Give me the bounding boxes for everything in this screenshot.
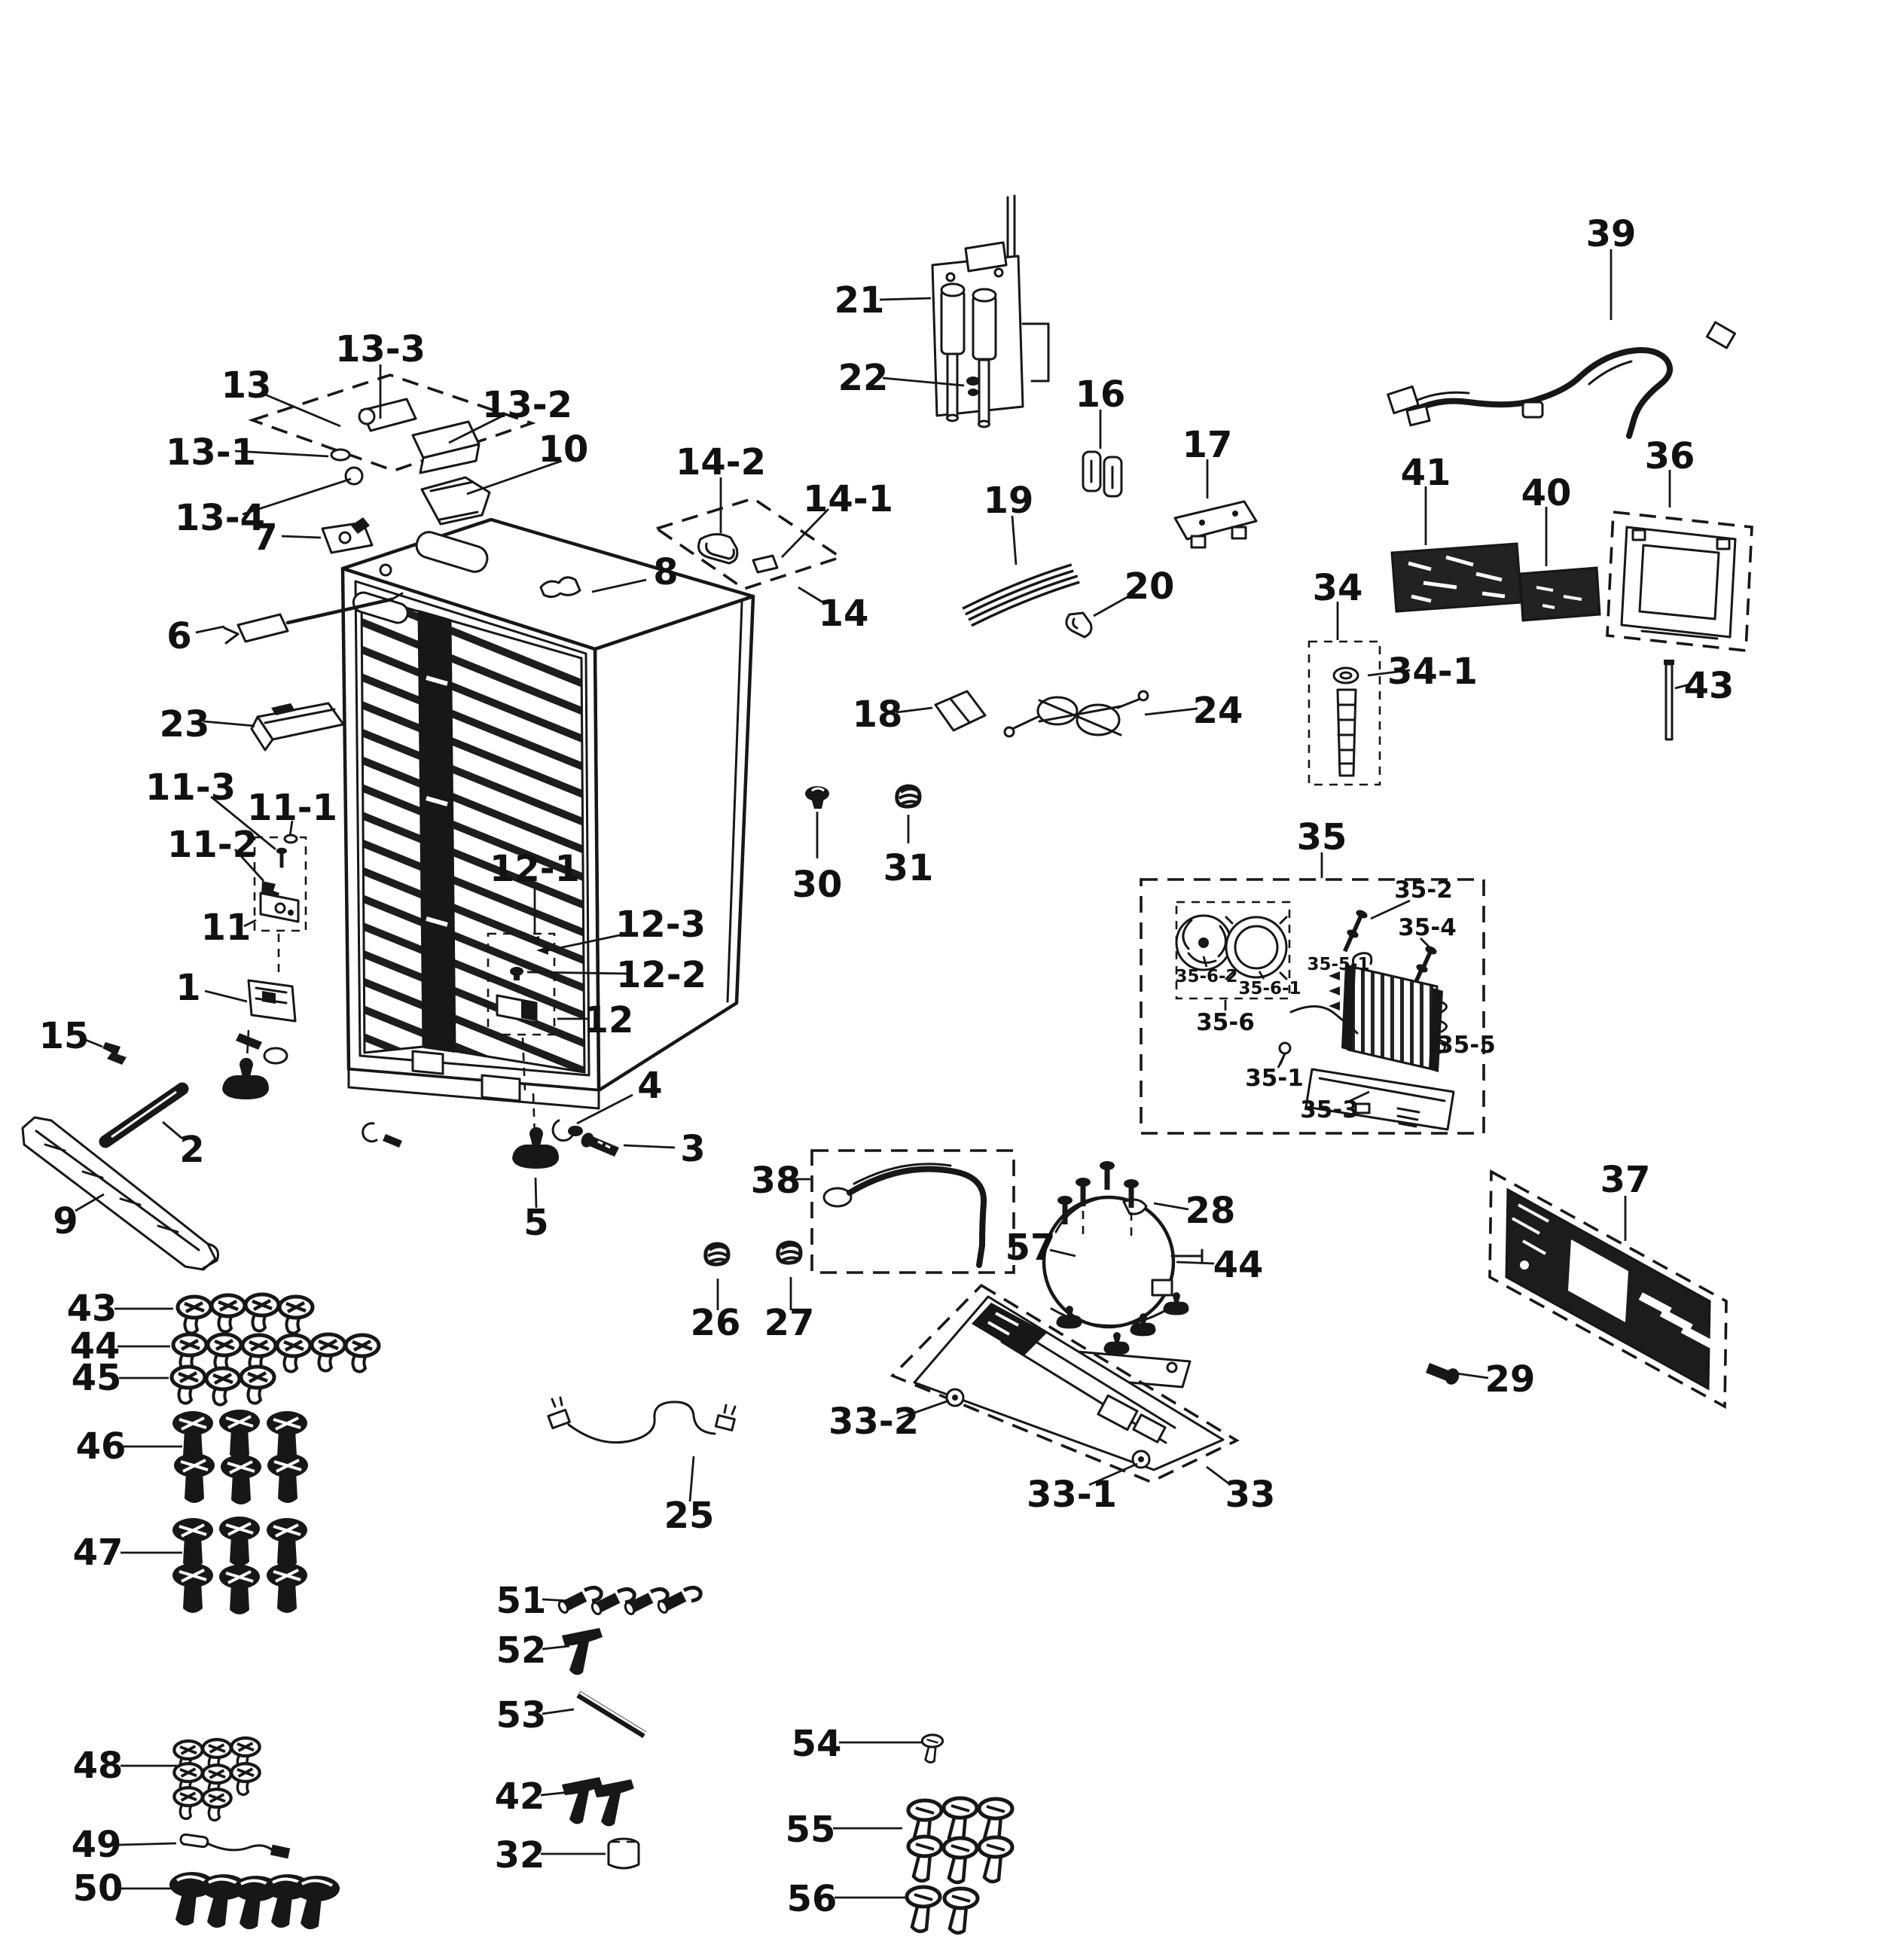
callout-11-3: 11-3 bbox=[145, 767, 236, 809]
callout-57: 57 bbox=[1005, 1227, 1056, 1269]
callout-1: 1 bbox=[175, 967, 201, 1009]
callout-9: 9 bbox=[53, 1200, 78, 1242]
callout-22: 22 bbox=[838, 357, 889, 399]
part-spacer-32 bbox=[609, 1839, 639, 1868]
callout-20: 20 bbox=[1124, 565, 1175, 608]
callout-46: 46 bbox=[75, 1425, 127, 1468]
callout-35-4: 35-4 bbox=[1398, 914, 1457, 941]
callout-35-6: 35-6 bbox=[1196, 1009, 1255, 1036]
callout-12-1: 12-1 bbox=[489, 848, 581, 890]
callout-11-2: 11-2 bbox=[166, 824, 258, 866]
callout-35-1: 35-1 bbox=[1245, 1065, 1304, 1092]
callout-35-5: 35-5 bbox=[1437, 1032, 1496, 1059]
callout-11-1: 11-1 bbox=[246, 787, 338, 829]
part-clamp-16 bbox=[1083, 452, 1121, 496]
part-elbow-20 bbox=[1066, 613, 1091, 637]
fastener-row-45 bbox=[172, 1367, 274, 1405]
fastener-row-51 bbox=[557, 1587, 700, 1615]
callout-17: 17 bbox=[1182, 424, 1233, 466]
callout-23: 23 bbox=[159, 703, 210, 745]
callout-4: 4 bbox=[637, 1065, 663, 1107]
callout-13-1: 13-1 bbox=[165, 431, 257, 474]
fastener-row-56 bbox=[907, 1887, 978, 1933]
callout-35: 35 bbox=[1296, 816, 1347, 858]
callout-35-3: 35-3 bbox=[1300, 1096, 1359, 1123]
callout-33: 33 bbox=[1225, 1474, 1276, 1516]
part-grommet-27 bbox=[778, 1242, 801, 1263]
callout-13-3: 13-3 bbox=[334, 328, 426, 370]
callout-12: 12 bbox=[583, 999, 634, 1041]
callout-40: 40 bbox=[1521, 472, 1572, 514]
fastener-row-48 bbox=[174, 1738, 259, 1820]
callout-43-screws: 43 bbox=[66, 1288, 117, 1330]
callout-24: 24 bbox=[1192, 690, 1243, 732]
callout-38: 38 bbox=[750, 1160, 801, 1202]
callout-48: 48 bbox=[72, 1745, 124, 1787]
callout-36: 36 bbox=[1644, 435, 1695, 477]
callout-44-screws: 44 bbox=[69, 1325, 121, 1367]
part-cover-36 bbox=[1607, 512, 1752, 651]
fastener-row-46 bbox=[172, 1410, 308, 1504]
fastener-row-55 bbox=[908, 1798, 1012, 1882]
part-bracket-17 bbox=[1175, 501, 1256, 547]
callout-30: 30 bbox=[792, 864, 843, 906]
callout-35-2: 35-2 bbox=[1394, 876, 1453, 904]
callout-37: 37 bbox=[1600, 1159, 1651, 1201]
part-defrost-sensor-24 bbox=[1005, 691, 1148, 736]
callout-2: 2 bbox=[179, 1129, 205, 1171]
callout-49: 49 bbox=[71, 1824, 122, 1866]
callout-26: 26 bbox=[690, 1302, 741, 1344]
callout-14-1: 14-1 bbox=[802, 478, 894, 520]
part-pcb-40 bbox=[1520, 568, 1600, 620]
callout-28: 28 bbox=[1185, 1190, 1236, 1232]
callout-7: 7 bbox=[252, 517, 278, 559]
part-water-filter-34 bbox=[1309, 642, 1380, 785]
callout-29: 29 bbox=[1484, 1358, 1536, 1401]
callout-35-6-1: 35-6-1 bbox=[1238, 979, 1301, 998]
callout-12-2: 12-2 bbox=[615, 954, 707, 996]
callout-52: 52 bbox=[496, 1629, 547, 1672]
callout-50: 50 bbox=[72, 1867, 124, 1910]
part-thermal-fuse-49 bbox=[180, 1834, 290, 1859]
callout-35-6-2: 35-6-2 bbox=[1175, 967, 1238, 986]
callout-19: 19 bbox=[983, 480, 1034, 522]
callout-5: 5 bbox=[523, 1202, 549, 1244]
callout-31: 31 bbox=[883, 847, 934, 889]
part-grommet-30 bbox=[805, 786, 829, 809]
callout-21: 21 bbox=[834, 279, 885, 322]
callout-18: 18 bbox=[852, 694, 903, 736]
callout-43-pin: 43 bbox=[1683, 665, 1735, 707]
part-tube-38 bbox=[812, 1151, 1014, 1273]
callout-33-2: 33-2 bbox=[828, 1401, 920, 1443]
callout-13-4: 13-4 bbox=[174, 497, 266, 539]
part-clip-15 bbox=[102, 1042, 127, 1065]
part-latch-1 bbox=[249, 980, 295, 1021]
callout-53: 53 bbox=[496, 1694, 547, 1736]
part-bracket-23 bbox=[252, 703, 343, 750]
callout-11: 11 bbox=[200, 907, 252, 949]
part-fan-blade bbox=[1176, 916, 1231, 970]
part-strip-2 bbox=[105, 1089, 182, 1142]
part-group-11 bbox=[255, 835, 306, 931]
callout-16: 16 bbox=[1075, 373, 1126, 416]
callout-55: 55 bbox=[785, 1809, 836, 1851]
callout-15: 15 bbox=[38, 1015, 90, 1057]
callout-14: 14 bbox=[818, 593, 869, 635]
part-screw-54 bbox=[922, 1735, 942, 1763]
part-cover-18 bbox=[935, 691, 985, 730]
part-wire-25 bbox=[548, 1398, 735, 1443]
callout-12-3: 12-3 bbox=[615, 904, 706, 946]
callout-41: 41 bbox=[1400, 452, 1451, 494]
part-rod-53 bbox=[578, 1693, 646, 1735]
callout-39: 39 bbox=[1585, 213, 1637, 255]
part-grommet-26 bbox=[706, 1244, 728, 1264]
part-hinge-7 bbox=[322, 517, 372, 553]
callout-54: 54 bbox=[791, 1723, 842, 1765]
fastener-row-43 bbox=[178, 1294, 313, 1334]
callout-8: 8 bbox=[653, 551, 679, 593]
callout-32: 32 bbox=[494, 1834, 545, 1876]
fastener-row-47 bbox=[172, 1517, 307, 1614]
part-cabinet bbox=[343, 520, 753, 1108]
callout-labels bbox=[39, 213, 1735, 1920]
callout-42: 42 bbox=[494, 1776, 545, 1818]
callout-47: 47 bbox=[72, 1532, 124, 1574]
fastener-row-44 bbox=[173, 1334, 379, 1372]
callout-14-2: 14-2 bbox=[675, 441, 767, 483]
callout-35-5-1: 35-5-1 bbox=[1307, 955, 1370, 974]
callout-34: 34 bbox=[1312, 567, 1363, 609]
part-screw-3 bbox=[579, 1131, 619, 1157]
callout-34-1: 34-1 bbox=[1387, 651, 1478, 693]
part-bracket-10 bbox=[422, 477, 490, 524]
callout-13-2: 13-2 bbox=[481, 384, 573, 426]
part-tubes-19 bbox=[964, 568, 1079, 623]
callout-56: 56 bbox=[786, 1878, 838, 1920]
fastener-row-42 bbox=[562, 1777, 634, 1826]
callout-27: 27 bbox=[764, 1302, 815, 1344]
part-harness-39 bbox=[1388, 322, 1735, 436]
callout-10: 10 bbox=[538, 428, 589, 471]
callout-25: 25 bbox=[664, 1495, 715, 1537]
callout-33-1: 33-1 bbox=[1026, 1474, 1118, 1516]
part-pcb-41 bbox=[1392, 544, 1521, 611]
callout-3: 3 bbox=[680, 1128, 706, 1170]
callout-45: 45 bbox=[71, 1357, 122, 1399]
callout-44-comp: 44 bbox=[1213, 1244, 1264, 1286]
callout-13: 13 bbox=[221, 364, 272, 407]
part-pin-43 bbox=[1664, 660, 1674, 739]
part-screw-29 bbox=[1426, 1363, 1461, 1386]
part-rivet-52 bbox=[562, 1628, 603, 1675]
callout-51: 51 bbox=[496, 1580, 547, 1622]
part-grommet-31 bbox=[897, 786, 920, 806]
part-water-valve-21 bbox=[932, 196, 1048, 427]
callout-6: 6 bbox=[166, 615, 192, 657]
fastener-row-50 bbox=[169, 1872, 340, 1929]
